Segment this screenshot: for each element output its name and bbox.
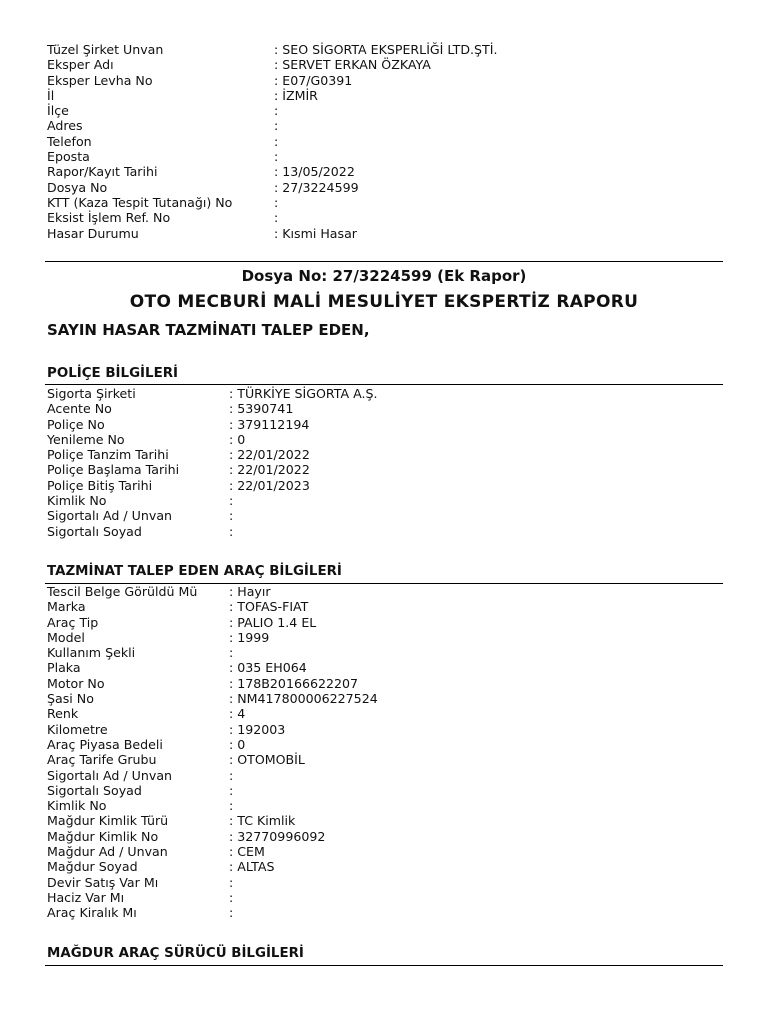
field-label: Tescil Belge Görüldü Mü — [47, 584, 198, 599]
field-label: Kimlik No — [47, 493, 107, 509]
field-label: Şasi No — [47, 691, 94, 707]
divider — [45, 261, 723, 262]
field-label: Plaka — [47, 660, 81, 676]
field-label: Sigortalı Ad / Unvan — [47, 508, 173, 524]
field-value: : — [274, 103, 279, 119]
field-value: : — [229, 645, 234, 661]
field-label: KTT (Kaza Tespit Tutanağı) No — [47, 194, 233, 210]
field-value: : — [229, 523, 234, 539]
file-number-title: Dosya No: 27/3224599 (Ek Rapor) — [241, 267, 527, 285]
field-label: İlçe — [47, 103, 69, 119]
field-value: : 178B20166622207 — [229, 675, 359, 691]
field-value: : — [229, 782, 234, 798]
field-label: Araç Tip — [47, 614, 99, 630]
field-label: Poliçe No — [47, 416, 105, 432]
field-value: : İZMİR — [274, 87, 318, 103]
field-value: : 1999 — [229, 629, 270, 645]
field-value: : 32770996092 — [229, 828, 326, 844]
field-label: Poliçe Başlama Tarihi — [47, 462, 180, 478]
field-value: : — [274, 149, 279, 165]
divider — [45, 965, 723, 966]
field-label: İl — [47, 87, 55, 103]
field-label: Kullanım Şekli — [47, 645, 136, 661]
field-label: Poliçe Tanzim Tarihi — [47, 447, 169, 463]
section-title-vehicle: TAZMİNAT TALEP EDEN ARAÇ BİLGİLERİ — [47, 564, 342, 579]
field-value: : 13/05/2022 — [274, 164, 355, 180]
field-value: : — [229, 767, 234, 783]
field-value: : PALIO 1.4 EL — [229, 614, 317, 630]
field-value: : 379112194 — [229, 416, 310, 432]
field-label: Sigortalı Ad / Unvan — [47, 767, 173, 783]
field-label: Araç Tarife Grubu — [47, 752, 157, 768]
field-label: Araç Kiralık Mı — [47, 905, 137, 921]
field-value: : Kısmi Hasar — [274, 225, 357, 241]
field-label: Renk — [47, 706, 79, 722]
field-label: Adres — [47, 118, 83, 134]
field-value: : — [274, 118, 279, 134]
field-value: : 0 — [229, 431, 246, 447]
field-value: : ALTAS — [229, 859, 275, 875]
field-value: : — [274, 194, 279, 210]
field-label: Hasar Durumu — [47, 225, 139, 241]
field-value: : 27/3224599 — [274, 179, 359, 195]
field-value: : NM417800006227524 — [229, 691, 378, 707]
section-title-police: POLİÇE BİLGİLERİ — [47, 366, 179, 381]
field-value: : 22/01/2022 — [229, 462, 310, 478]
field-value: : — [229, 905, 234, 921]
field-label: Kimlik No — [47, 798, 107, 814]
divider — [45, 384, 723, 385]
field-label: Eksper Levha No — [47, 72, 153, 88]
field-label: Acente No — [47, 401, 112, 417]
field-value: : — [274, 133, 279, 149]
field-label: Poliçe Bitiş Tarihi — [47, 477, 153, 493]
field-value: : 0 — [229, 736, 246, 752]
field-value: : Hayır — [229, 584, 271, 599]
field-label: Dosya No — [47, 179, 108, 195]
field-value: : TÜRKİYE SİGORTA A.Ş. — [229, 386, 378, 401]
field-value: : SERVET ERKAN ÖZKAYA — [274, 57, 431, 73]
field-label: Motor No — [47, 675, 105, 691]
field-label: Mağdur Ad / Unvan — [47, 844, 168, 860]
field-value: : 22/01/2023 — [229, 477, 310, 493]
field-value: : — [274, 210, 279, 226]
field-value: : 192003 — [229, 721, 286, 737]
section-title-driver: MAĞDUR ARAÇ SÜRÜCÜ BİLGİLERİ — [47, 946, 304, 961]
field-value: : TC Kimlik — [229, 813, 296, 829]
field-label: Eksist İşlem Ref. No — [47, 210, 171, 226]
field-value: : 5390741 — [229, 401, 294, 417]
field-value: : — [229, 889, 234, 905]
field-label: Yenileme No — [47, 431, 125, 447]
field-label: Haciz Var Mı — [47, 889, 125, 905]
field-label: Marka — [47, 599, 86, 615]
field-label: Mağdur Kimlik No — [47, 828, 159, 844]
field-label: Eksper Adı — [47, 57, 114, 73]
field-label: Kilometre — [47, 721, 108, 737]
field-label: Araç Piyasa Bedeli — [47, 736, 163, 752]
field-value: : TOFAS-FIAT — [229, 599, 309, 615]
field-value: : 22/01/2022 — [229, 447, 310, 463]
field-value: : — [229, 493, 234, 509]
field-label: Mağdur Kimlik Türü — [47, 813, 169, 829]
field-value: : — [229, 798, 234, 814]
field-label: Model — [47, 629, 85, 645]
field-value: : 035 EH064 — [229, 660, 307, 676]
field-value: : OTOMOBİL — [229, 752, 305, 768]
report-title: OTO MECBURİ MALİ MESULİYET EKSPERTİZ RAPORU — [129, 292, 639, 312]
field-value: : — [229, 508, 234, 524]
field-label: Sigorta Şirketi — [47, 386, 136, 401]
field-value: : CEM — [229, 844, 265, 860]
field-label: Tüzel Şirket Unvan — [47, 42, 164, 57]
field-label: Rapor/Kayıt Tarihi — [47, 164, 158, 180]
greeting: SAYIN HASAR TAZMİNATI TALEP EDEN, — [47, 321, 370, 339]
field-label: Telefon — [47, 133, 92, 149]
field-label: Sigortalı Soyad — [47, 523, 142, 539]
field-value: : SEO SİGORTA EKSPERLİĞİ LTD.ŞTİ. — [274, 42, 498, 57]
field-value: : 4 — [229, 706, 246, 722]
field-value: : E07/G0391 — [274, 72, 353, 88]
field-label: Eposta — [47, 149, 90, 165]
field-label: Mağdur Soyad — [47, 859, 138, 875]
field-value: : — [229, 874, 234, 890]
field-label: Sigortalı Soyad — [47, 782, 142, 798]
field-label: Devir Satış Var Mı — [47, 874, 159, 890]
